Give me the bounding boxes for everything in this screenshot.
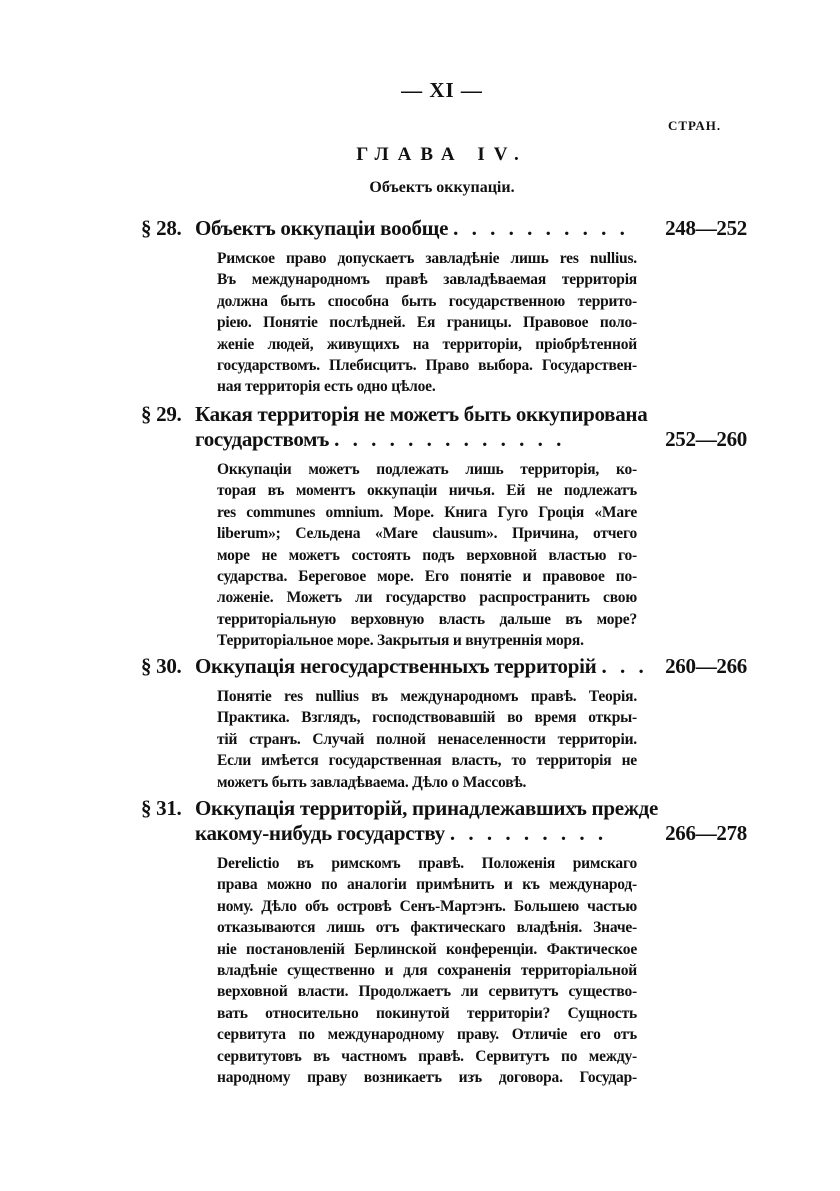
- section-number: § 30.: [141, 654, 182, 678]
- section-heading: [141, 796, 747, 846]
- section-title-continuation: государствомъ: [195, 427, 330, 451]
- summary-line: территоріальную верховную власть дальше въ море?: [217, 610, 637, 628]
- section-title-line: [141, 216, 747, 241]
- leader-dots: . . . . . . . . . .: [453, 216, 629, 240]
- summary-line: Римское право допускаетъ завладѣніе лишь res nullius.: [217, 250, 637, 267]
- summary-line: права можно по аналогіи примѣнить и къ международ-: [217, 876, 637, 894]
- section-title: Оккупація негосударственныхъ территорій: [195, 654, 597, 678]
- summary-line: владѣніе существенно и для сохраненія территоріальной: [217, 962, 637, 980]
- section-number: § 28.: [141, 216, 182, 240]
- summary-line: сервитутовъ въ частномъ правѣ. Сервитутъ по между-: [217, 1047, 637, 1065]
- toc-section-29: [141, 402, 747, 652]
- leader-dots: . . . . . . . . .: [449, 821, 608, 845]
- summary-line: сударства. Береговое море. Его понятіе и правовое по-: [217, 568, 637, 586]
- section-title: Объектъ оккупаціи вообще: [195, 216, 449, 240]
- summary-line: вать относительно покинутой территоріи? Сущность: [217, 1004, 637, 1022]
- summary-line: море не можетъ состоять подъ верховной властью го-: [217, 546, 637, 564]
- section-summary: [217, 853, 637, 1088]
- summary-line: Понятіе res nullius въ международномъ правѣ. Теорія.: [217, 688, 637, 705]
- summary-line: народному праву возникаетъ изъ договора. Государ-: [217, 1069, 637, 1087]
- chapter-subtitle: Объектъ оккупаціи.: [369, 179, 515, 196]
- summary-line: верховной власти. Продолжаетъ ли сервитутъ существо-: [217, 983, 637, 1001]
- section-title-line: [141, 427, 747, 452]
- summary-line: можетъ быть завладѣваема. Дѣло о Массовѣ.: [217, 773, 527, 791]
- section-title-line: [141, 796, 747, 821]
- section-heading: [141, 654, 747, 679]
- summary-line: ная территорія есть одно цѣлое.: [217, 378, 436, 396]
- section-heading: [141, 402, 747, 452]
- toc-section-30: [141, 654, 747, 793]
- summary-line: Въ международномъ правѣ завладѣваемая территорія: [217, 271, 637, 289]
- page-range: 248—252: [665, 216, 747, 240]
- summary-line: женіе людей, живущихъ на территоріи, пріобрѣтенной: [217, 335, 637, 353]
- summary-line: тій странъ. Случай полной ненаселенности территоріи.: [217, 730, 637, 748]
- summary-line: ніе постановленій Берлинской конференціи. Фактическое: [217, 940, 637, 958]
- toc-section-31: [141, 796, 747, 1088]
- summary-line: ложеніе. Можетъ ли государство распространить свою: [217, 589, 637, 607]
- summary-line: Derelictio въ римскомъ правѣ. Положенія римскаго: [217, 855, 637, 872]
- page-range: 260—266: [665, 654, 747, 678]
- summary-line: Оккупаціи можетъ подлежать лишь территорія, ко-: [217, 461, 637, 478]
- page-range: 252—260: [665, 427, 747, 451]
- leader-dots: . . .: [601, 654, 648, 678]
- summary-line: торая въ моментъ оккупаціи ничья. Ей не подлежатъ: [217, 482, 637, 500]
- summary-line: res communes omnium. Море. Книга Гуго Гроція «Mare: [217, 503, 637, 521]
- section-title-line: [141, 654, 747, 679]
- section-number: § 29.: [141, 402, 182, 426]
- section-summary: [217, 459, 637, 652]
- toc-section-28: [141, 216, 747, 398]
- summary-line: должна быть способна быть государственною террито-: [217, 292, 637, 310]
- summary-line: Практика. Взглядъ, господствовавшій во время откры-: [217, 709, 637, 727]
- summary-line: ному. Дѣло объ островѣ Сенъ-Мартэнъ. Большею частью: [217, 897, 637, 915]
- leader-dots: . . . . . . . . . . . . .: [334, 427, 566, 451]
- section-heading: [141, 216, 747, 241]
- page-range: 266—278: [665, 821, 747, 845]
- page-number: — XI —: [401, 78, 483, 102]
- summary-line: ріею. Понятіе послѣдней. Ея границы. Правовое поло-: [217, 314, 637, 332]
- summary-line: liberum»; Сельдена «Mare clausum». Причина, отчего: [217, 525, 637, 543]
- summary-line: отказываются лишь отъ фактическаго владѣнія. Значе-: [217, 919, 637, 937]
- pages-column-header: СТРАН.: [668, 118, 722, 133]
- section-number: § 31.: [141, 796, 182, 820]
- chapter-title: ГЛАВА IV.: [356, 144, 528, 165]
- section-title-continuation: какому-нибудь государству: [195, 821, 445, 845]
- section-title: Какая территорія не можетъ быть оккупирована: [195, 402, 648, 426]
- section-summary: [217, 686, 637, 793]
- summary-line: сервитута по международному праву. Отличіе его отъ: [217, 1026, 637, 1044]
- summary-line: государствомъ. Плебисцитъ. Право выбора. Государствен-: [217, 357, 637, 375]
- summary-line: Территоріальное море. Закрытыя и внутреннія моря.: [217, 632, 584, 650]
- section-title: Оккупація территорій, принадлежавшихъ прежде: [195, 796, 658, 820]
- summary-line: Если имѣется государственная власть, то территорія не: [217, 752, 637, 770]
- section-title-line: [141, 821, 747, 846]
- section-title-line: [141, 402, 747, 427]
- section-summary: [217, 248, 637, 398]
